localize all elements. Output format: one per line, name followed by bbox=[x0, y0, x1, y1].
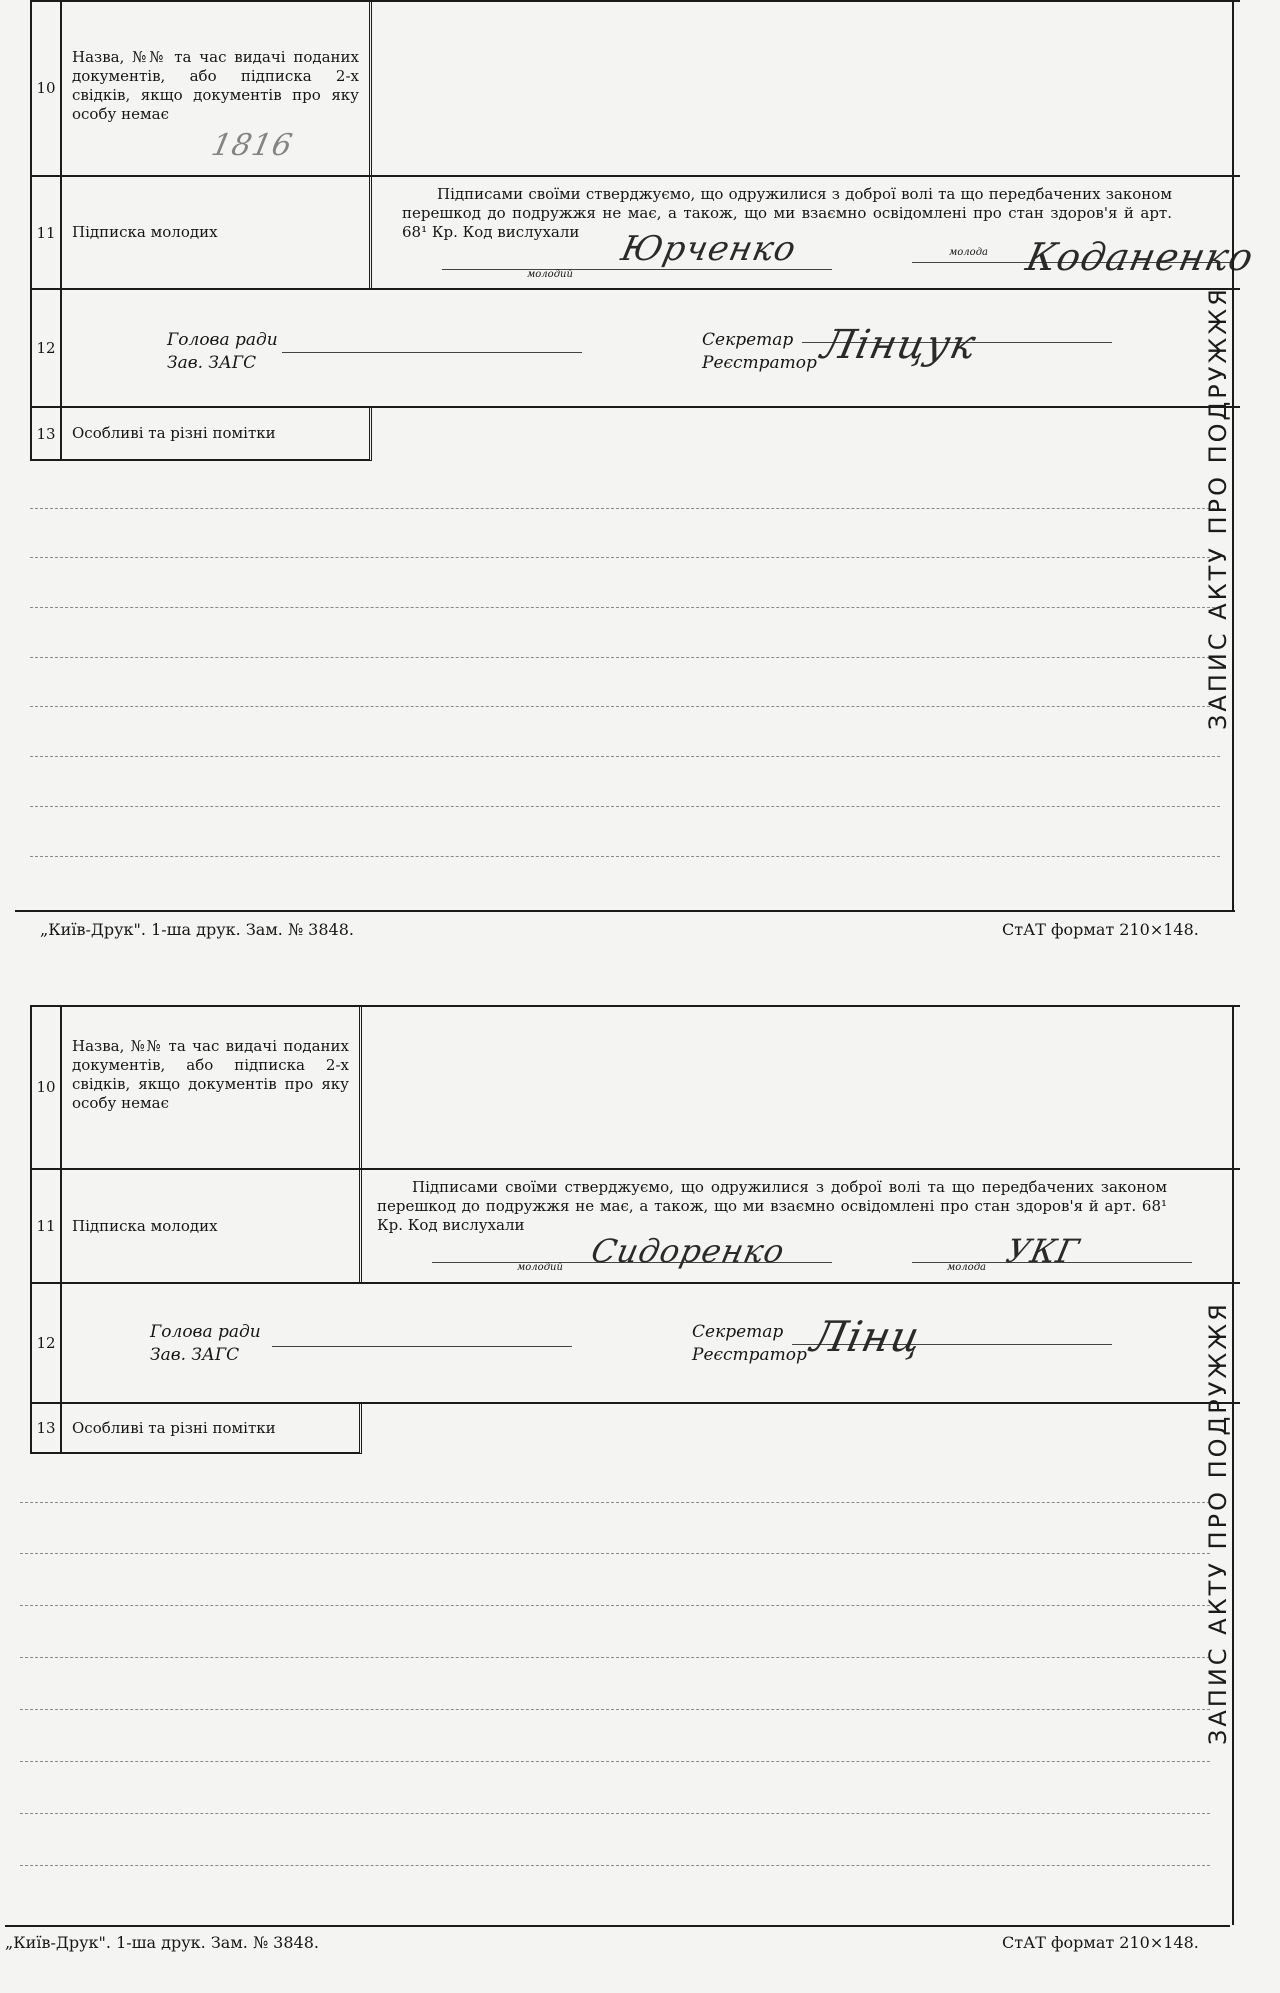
bride-caption: молода bbox=[949, 247, 988, 258]
registry-head-label: Зав. ЗАГС bbox=[167, 353, 257, 373]
groom-caption: молодий bbox=[517, 1262, 563, 1273]
secretary-signature: Лінц bbox=[806, 1312, 927, 1361]
printer-imprint: „Київ-Друк". 1-ша друк. Зам. № 3848. bbox=[40, 920, 354, 939]
note-line bbox=[20, 1502, 1210, 1503]
groom-signature: Юрченко bbox=[617, 229, 801, 269]
note-line bbox=[20, 1709, 1210, 1710]
signatures-label: Підписка молодих bbox=[62, 177, 372, 288]
head-label: Голова ради bbox=[167, 330, 278, 350]
row-13 bbox=[30, 408, 1240, 461]
bride-signature: Коданенко bbox=[1022, 235, 1258, 279]
note-line bbox=[20, 1865, 1210, 1866]
note-line bbox=[20, 1761, 1210, 1762]
side-title: ЗАПИС АКТУ ПРО ПОДРУЖЖЯ bbox=[1204, 1301, 1232, 1745]
note-line bbox=[30, 657, 1220, 658]
row-number: 12 bbox=[32, 290, 62, 406]
form-top bbox=[0, 0, 1258, 985]
notes-label: Особливі та різні помітки bbox=[62, 408, 372, 461]
note-line bbox=[30, 557, 1220, 558]
row-number: 11 bbox=[32, 1170, 62, 1282]
registry-head-label: Зав. ЗАГС bbox=[150, 1345, 240, 1365]
row-number: 10 bbox=[32, 1005, 62, 1168]
bottom-border bbox=[15, 910, 1235, 912]
consent-text: Підписами своїми стверджуємо, що одружилися з доброї волі та що передбачених законом перешкод до подружжя не має, а також, що ми взаємно освідомлені про стан здоров'я й арт. 68¹ Кр. Код вислухали bbox=[377, 1178, 1167, 1234]
format-imprint: СтАТ формат 210×148. bbox=[1002, 1933, 1199, 1952]
side-title: ЗАПИС АКТУ ПРО ПОДРУЖЖЯ bbox=[1204, 286, 1232, 730]
bride-signature: УКГ bbox=[1002, 1232, 1084, 1270]
row-10 bbox=[30, 1005, 1240, 1170]
side-rail bbox=[1232, 0, 1272, 910]
bride-caption: молода bbox=[947, 1262, 986, 1273]
secretary-signature: Лінцук bbox=[817, 322, 981, 368]
groom-caption: молодий bbox=[527, 269, 573, 280]
row-12 bbox=[30, 290, 1240, 408]
form-bottom bbox=[0, 1005, 1240, 1993]
head-label: Голова ради bbox=[150, 1322, 261, 1342]
head-signature-line bbox=[272, 1346, 572, 1347]
handwritten-note: 1816 bbox=[208, 128, 297, 163]
note-line bbox=[30, 607, 1220, 608]
note-line bbox=[20, 1553, 1210, 1554]
head-signature-line bbox=[282, 352, 582, 353]
row-number: 10 bbox=[32, 0, 62, 175]
row-11 bbox=[30, 1170, 1240, 1284]
row-number: 11 bbox=[32, 177, 62, 288]
note-line bbox=[30, 856, 1220, 857]
printer-imprint: „Київ-Друк". 1-ша друк. Зам. № 3848. bbox=[5, 1933, 319, 1952]
row-13 bbox=[30, 1404, 1240, 1454]
format-imprint: СтАТ формат 210×148. bbox=[1002, 920, 1199, 939]
row-number: 13 bbox=[32, 408, 62, 461]
registrar-label: Реєстратор bbox=[702, 353, 817, 373]
note-line bbox=[30, 508, 1220, 509]
row-12 bbox=[30, 1284, 1240, 1404]
documents-label: Назва, №№ та час видачі поданих документів, або підписка 2-х свідків, якщо документів про яку особу немає bbox=[62, 0, 372, 175]
secretary-label: Секретар bbox=[692, 1322, 784, 1342]
note-line bbox=[20, 1657, 1210, 1658]
side-rail bbox=[1232, 1005, 1272, 1925]
groom-signature-line bbox=[442, 269, 832, 270]
row-number: 13 bbox=[32, 1404, 62, 1454]
bottom-border bbox=[5, 1925, 1230, 1927]
notes-label: Особливі та різні помітки bbox=[62, 1404, 362, 1454]
documents-label: Назва, №№ та час видачі поданих документів, або підписка 2-х свідків, якщо документів про яку особу немає bbox=[62, 1005, 362, 1168]
note-line bbox=[30, 706, 1220, 707]
signatures-label: Підписка молодих bbox=[62, 1170, 362, 1282]
registrar-label: Реєстратор bbox=[692, 1345, 807, 1365]
note-line bbox=[30, 806, 1220, 807]
groom-signature: Сидоренко bbox=[587, 1232, 789, 1270]
consent-text: Підписами своїми стверджуємо, що одружилися з доброї волі та що передбачених законом перешкод до подружжя не має, а також, що ми взаємно освідомлені про стан здоров'я й арт. 68¹ Кр. Код вислухали bbox=[402, 185, 1172, 241]
row-11 bbox=[30, 177, 1258, 290]
secretary-label: Секретар bbox=[702, 330, 794, 350]
row-10 bbox=[30, 0, 1240, 177]
row-number: 12 bbox=[32, 1284, 62, 1402]
note-line bbox=[20, 1813, 1210, 1814]
note-line bbox=[20, 1605, 1210, 1606]
note-line bbox=[30, 756, 1220, 757]
